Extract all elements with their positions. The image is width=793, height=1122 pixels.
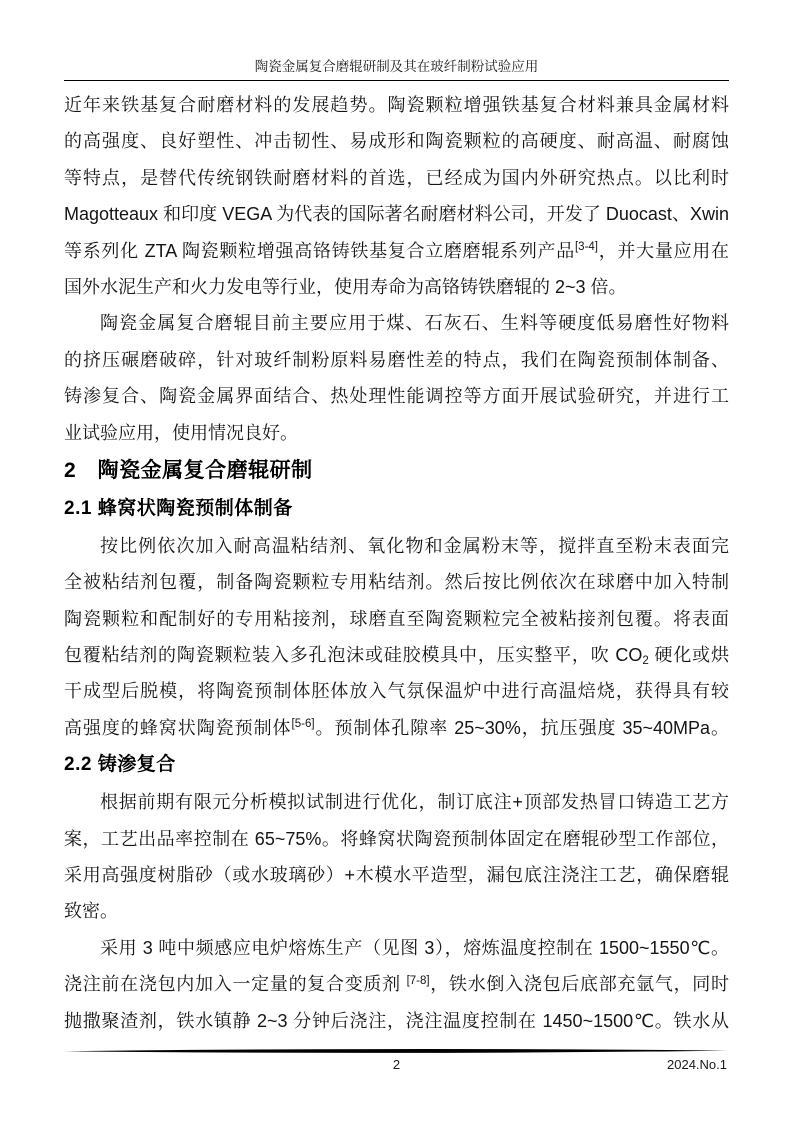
page-number: 2 xyxy=(392,1057,401,1072)
citation-superscript: [7-8] xyxy=(406,974,430,987)
body-line xyxy=(64,305,729,341)
body-line xyxy=(64,1003,729,1039)
body-line xyxy=(64,893,729,929)
page-header xyxy=(64,58,729,81)
text-run: 全被粘结剂包覆，制备陶瓷颗粒专用粘结剂。然后按比例依次在球磨中加入特制 xyxy=(64,572,729,593)
body-line xyxy=(64,673,729,709)
text-run: 等特点，是替代传统钢铁耐磨材料的首选，已经成为国内外研究热点。以比利时 xyxy=(64,167,729,188)
text-run: 等系列化 ZTA 陶瓷颗粒增强高铬铸铁基复合立磨磨辊系列产品 xyxy=(64,240,575,261)
header-rule xyxy=(64,80,729,81)
text-run: 的挤压碾磨破碎，针对玻纤制粉原料易磨性差的特点，我们在陶瓷预制体制备、 xyxy=(64,349,729,370)
body-line xyxy=(64,710,729,746)
body-line xyxy=(64,415,729,451)
text-run: 抛撒聚渣剂，铁水镇静 2~3 分钟后浇注，浇注温度控制在 1450~1500℃。铁水从 xyxy=(64,1010,729,1031)
issue-label: 2024.No.1 xyxy=(667,1057,727,1072)
body-line xyxy=(64,601,729,637)
body-line xyxy=(64,930,729,966)
text-run: Magotteaux 和印度 VEGA 为代表的国际著名耐磨材料公司，开发了 Duocast、Xwin xyxy=(64,204,729,225)
footer-row xyxy=(64,1056,729,1074)
running-title: 陶瓷金属复合磨辊研制及其在玻纤制粉试验应用 xyxy=(254,59,539,74)
body-line xyxy=(64,233,729,269)
text-run: 干成型后脱模，将陶瓷预制体胚体放入气氛保温炉中进行高温焙烧，获得具有较 xyxy=(64,681,729,702)
text-run: 的高强度、良好塑性、冲击韧性、易成形和陶瓷颗粒的高硬度、耐高温、耐腐蚀 xyxy=(64,131,729,152)
body-line xyxy=(64,966,729,1002)
text-run: 硬化或烘 xyxy=(648,645,729,666)
body-line xyxy=(64,784,729,820)
text-run: 陶瓷金属复合磨辊目前主要应用于煤、石灰石、生料等硬度低易磨性好物料 xyxy=(100,313,729,334)
text-run: 国外水泥生产和火力发电等行业，使用寿命为高铬铸铁磨辊的 2~3 倍。 xyxy=(64,276,627,297)
text-run: 包覆粘结剂的陶瓷颗粒装入多孔泡沫或硅胶模具中，压实整平，吹 CO xyxy=(64,645,643,666)
body-line xyxy=(64,528,729,564)
section-heading: 2 陶瓷金属复合磨辊研制 xyxy=(64,458,313,482)
body-line xyxy=(64,196,729,232)
text-run: 按比例依次加入耐高温粘结剂、氧化物和金属粉末等，搅拌直至粉末表面完 xyxy=(100,535,729,556)
body-line xyxy=(64,123,729,159)
text-run: ，铁水倒入浇包后底部充氩气，同时 xyxy=(429,974,729,995)
text-run: 案，工艺出品率控制在 65~75%。将蜂窝状陶瓷预制体固定在磨辊砂型工作部位， xyxy=(64,828,729,849)
text-run: 陶瓷颗粒和配制好的专用粘接剂，球磨直至陶瓷颗粒完全被粘接剂包覆。将表面 xyxy=(64,608,729,629)
body-line xyxy=(64,637,729,673)
document-body xyxy=(64,87,729,1039)
body-line xyxy=(64,160,729,196)
body-line xyxy=(64,821,729,857)
text-run: 近年来铁基复合耐磨材料的发展趋势。陶瓷颗粒增强铁基复合材料兼具金属材料 xyxy=(64,95,729,115)
body-line xyxy=(64,378,729,414)
body-line xyxy=(64,342,729,378)
text-run: 根据前期有限元分析模拟试制进行优化，制订底注+顶部发热冒口铸造工艺方 xyxy=(100,792,729,813)
body-line xyxy=(64,564,729,600)
text-run: 高强度的蜂窝状陶瓷预制体 xyxy=(64,717,292,738)
text-run: 业试验应用，使用情况良好。 xyxy=(64,422,298,443)
chemical-subscript: 2 xyxy=(642,655,649,668)
citation-superscript: [3-4] xyxy=(574,241,598,254)
footer-rule xyxy=(64,1047,729,1055)
text-run: 铸渗复合、陶瓷金属界面结合、热处理性能调控等方面开展试验研究，并进行工 xyxy=(64,386,729,407)
page-footer xyxy=(64,1047,729,1074)
body-line xyxy=(64,857,729,893)
subsection-heading: 2.1 蜂窝状陶瓷预制体制备 xyxy=(64,497,293,519)
text-run: 。预制体孔隙率 25~30%，抗压强度 35~40MPa。 xyxy=(314,717,729,738)
text-run: 采用高强度树脂砂（或水玻璃砂）+木模水平造型，漏包底注浇注工艺，确保磨辊 xyxy=(64,865,729,886)
text-run: 致密。 xyxy=(64,901,118,922)
body-line xyxy=(64,269,729,305)
text-run: ，并大量应用在 xyxy=(598,240,729,261)
text-run: 浇注前在浇包内加入一定量的复合变质剂 xyxy=(64,974,407,995)
subsection-heading: 2.2 铸渗复合 xyxy=(64,754,176,776)
text-run: 采用 3 吨中频感应电炉熔炼生产（见图 3），熔炼温度控制在 1500~1550℃。 xyxy=(100,937,729,958)
body-line xyxy=(64,87,729,123)
citation-superscript: [5-6] xyxy=(291,718,315,731)
